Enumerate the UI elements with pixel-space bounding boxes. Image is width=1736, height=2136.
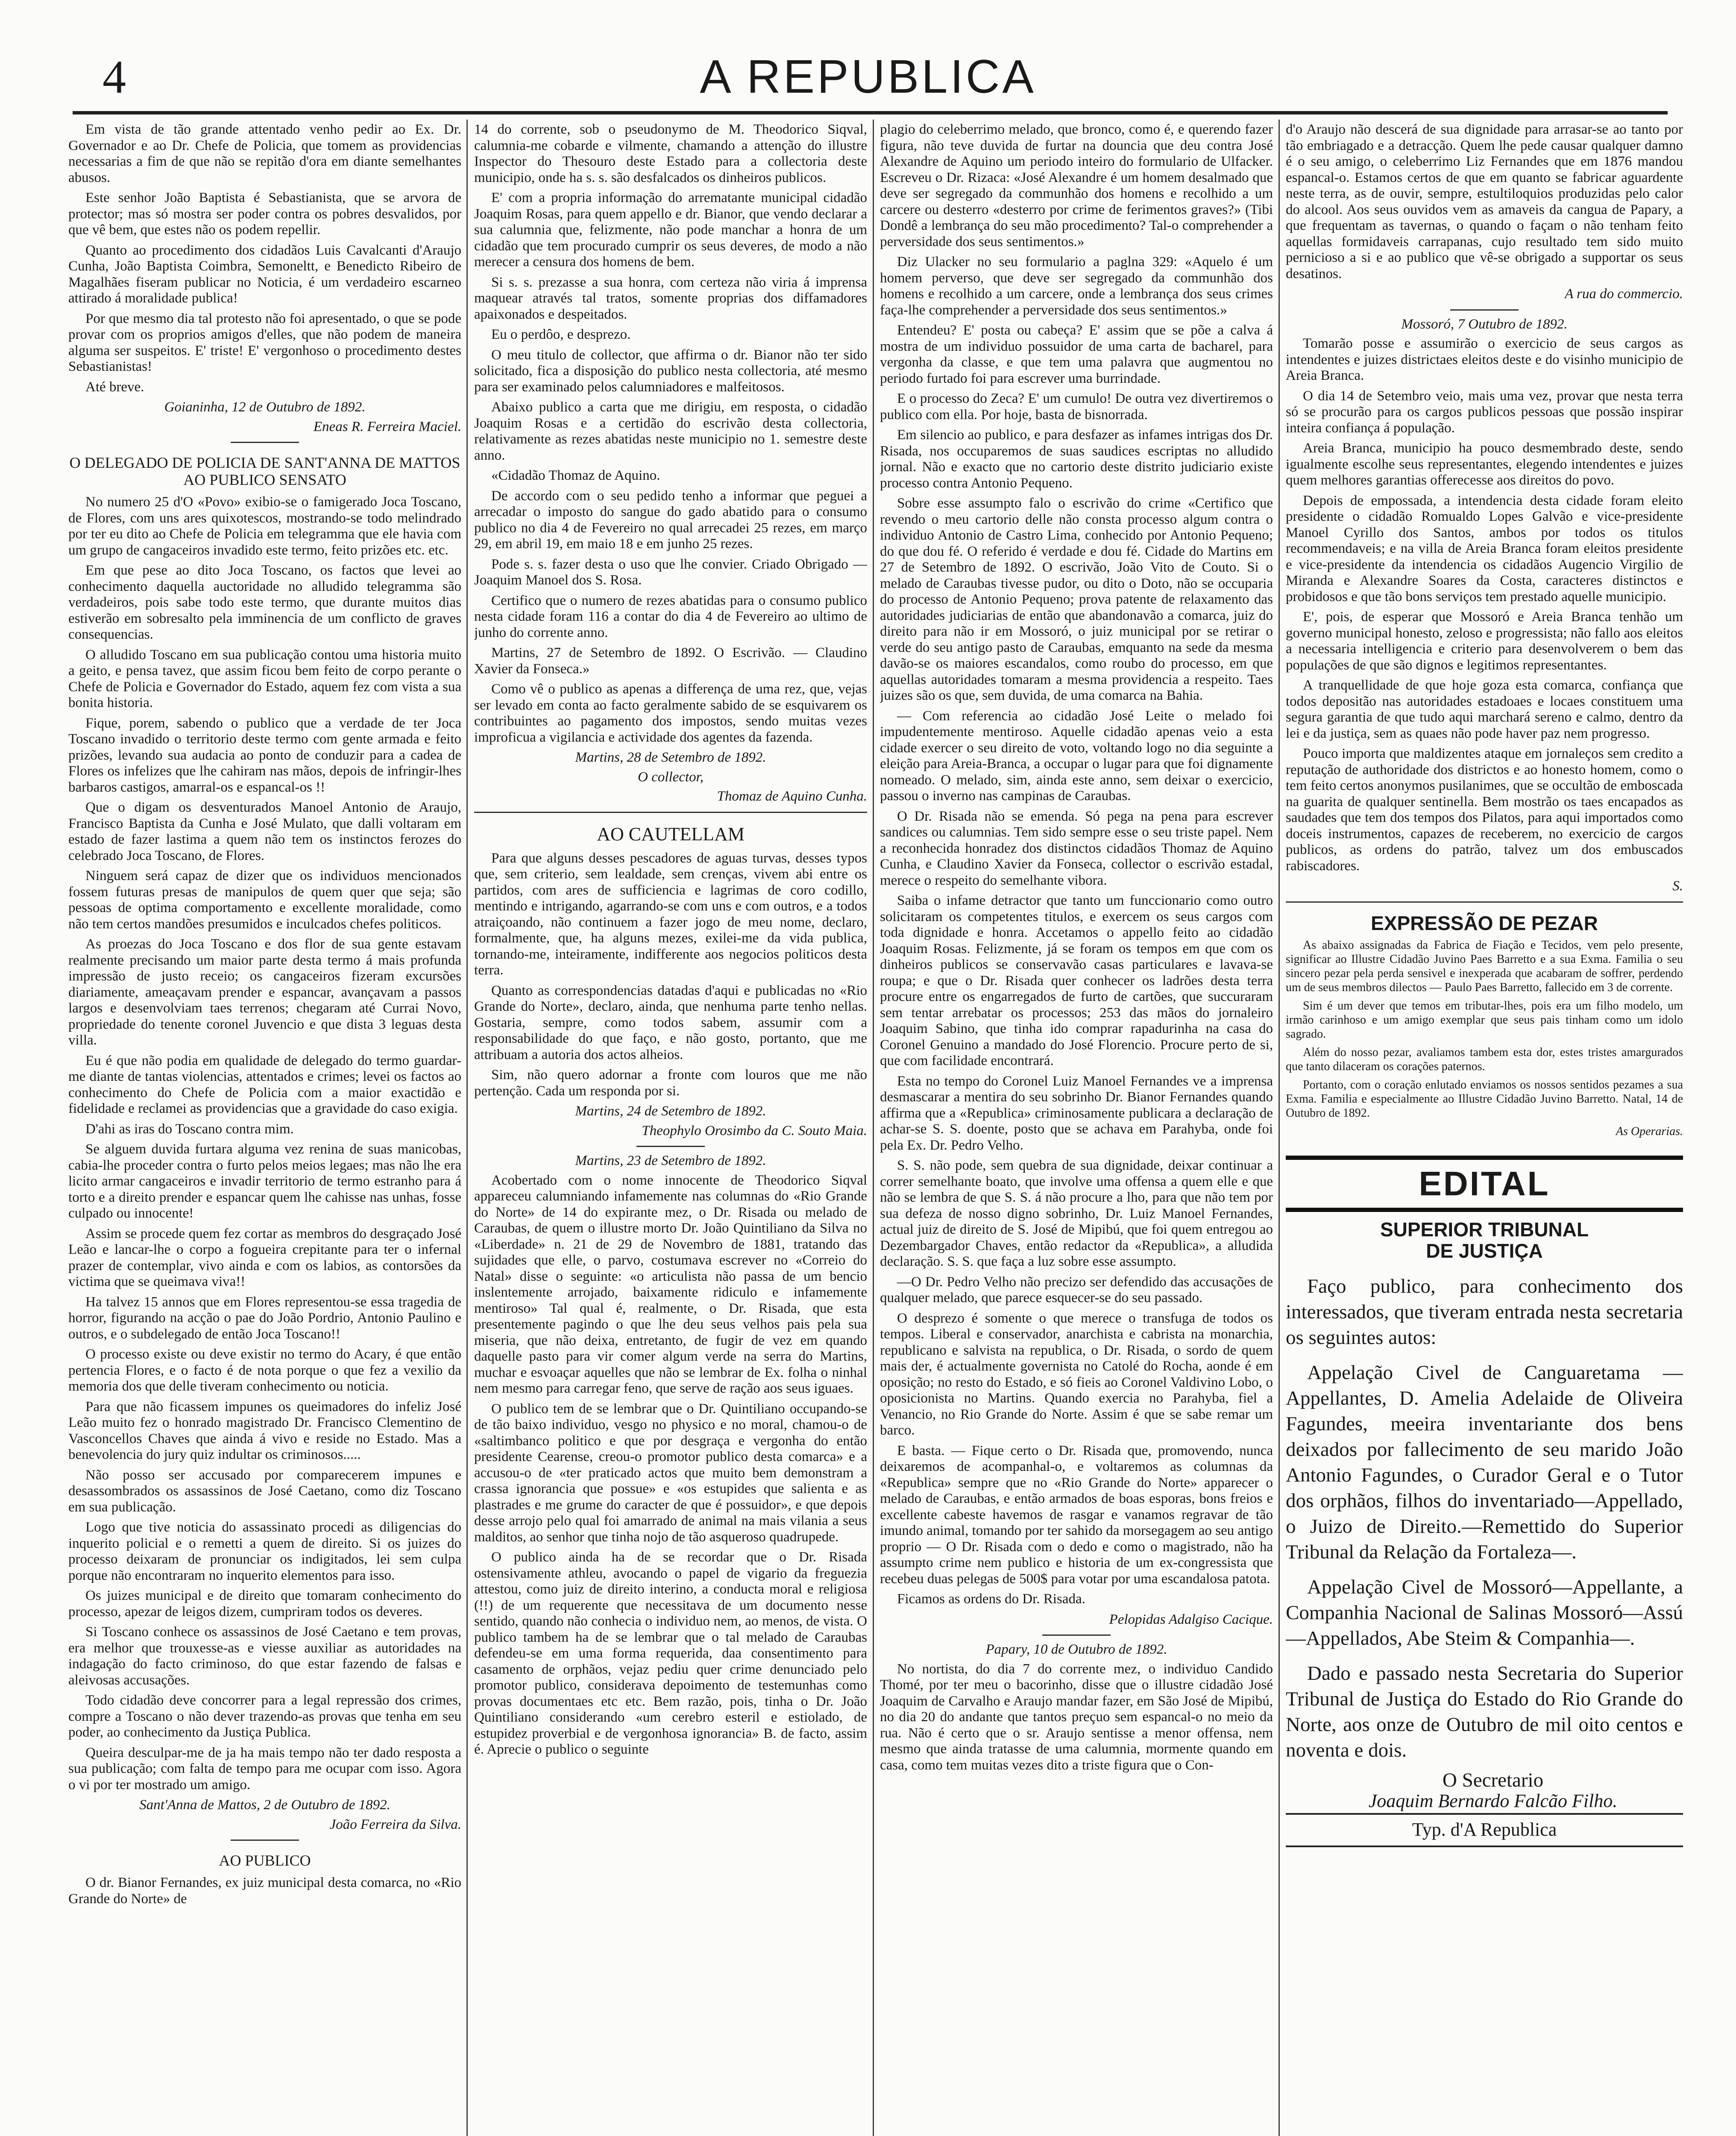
paragraph: O publico ainda ha de se recordar que o Dr. Risada ostensivamente athleu, avocando o papel de vigario da freguezia attestou, como juiz de direito interino, a conducta moral e religiosa (!!) de um requerente que necessitava de um documento nesse sentido, quando não conhecia o individuo nem, ao menos, de vista. O publico tambem ha de se lembrar que o tal melado de Caraubas defendeu-se em uma forma requerida, daa consentimento para casamento de orphãos, vejaz pediu quer crime denunciado pelo promotor publico, considerava depoimento de testemunhas como provas documentaes etc etc. Bem razão, pois, tinha o Dr. João Quintiliano considerando «um cerebro esteril e estiolado, de estupidez proverbial e de vergonhosa ignorancia» B. de facto, assim é. Aprecie o publico o seguinte (474, 1549, 867, 1757)
paragraph: Que o digam os desventurados Manoel Antonio de Araujo, Francisco Baptista da Cunha e José Mulato, que dalli voltaram em estado de fazer lastima a quem não tem os instinctos ferozes do celebrado Joca Toscano, de Flores. (68, 800, 461, 863)
paragraph: E' com a propria informação do arrematante municipal cidadão Joaquim Rosas, para quem appello e dr. Bianor, que vendo declarar a sua calumnia que, felizmente, não pode manchar a honra de um cidadão que tem procurado cumprir os seus deveres, de modo a não merecer a censura dos homens de bem. (474, 190, 867, 270)
article-heading: AO PUBLICO (219, 1852, 311, 1869)
notice-heading: EXPRESSÃO DE PEZAR (1371, 912, 1598, 934)
paragraph: E o processo do Zeca? E' um cumulo! De outra vez divertiremos o publico com ella. Por hoje, basta de bisnorrada. (880, 391, 1273, 423)
paragraph: Além do nosso pezar, avaliamos tambem esta dor, estes tristes amargurados que tanto dilaceram os corações paternos. (1286, 1046, 1683, 1073)
paragraph: A tranquellidade de que hoje goza esta comarca, confiança que todos depositão nas autoridades estadoaes e locaes constituem uma segura garantia de que tudo aqui marchará sereno e calmo, dentro da lei e da justiça, sem as quaes não pode haver paz nem progresso. (1286, 678, 1683, 741)
column-3 (880, 122, 1273, 2136)
paragraph: Tomarão posse e assumirão o exercicio de seus cargos as intendentes e juizes districtaes eleitos deste e do visinho municipio de Areia Branca. (1286, 336, 1683, 383)
paragraph: —O Dr. Pedro Velho não precizo ser defendido das accusações de qualquer melado, que parece esquecer-se do seu passado. (880, 1274, 1273, 1306)
paragraph: O processo existe ou deve existir no termo do Acary, é que então pertencia Flores, e o facto é de nota porque o que fez a vexilio da memoria dos que delle tiveram conhecimento ou noticia. (68, 1347, 461, 1394)
paragraph: Em vista de tão grande attentado venho pedir ao Ex. Dr. Governador e ao Dr. Chefe de Policia, que tomem as providencias necessarias a fim de que não se repitão d'ora em diante semelhantes abusos. (68, 122, 461, 185)
signature: Theophylo Orosimbo da C. Souto Maia. (642, 1123, 867, 1138)
paragraph: Em que pese ao dito Joca Toscano, os factos que levei ao conhecimento daquella auctoridade no alludido telegramma são verdadeiros, pois sabe todo este termo, que durante muitos dias estiverão em sobresalto pela imminencia de um conflicto de graves consequencias. (68, 563, 461, 642)
paragraph: Para que alguns desses pescadores de aguas turvas, desses typos que, sem criterio, sem lealdade, sem crenças, vivem abi entre os partidos, com ares de sufficiencia e lagrimas de coro codillo, mentindo e intrigando, agarrando-se com uns e com outros, e a todos atraiçoando, não continuem a fazer jogo de meu nome, declaro, formalmente, que, ha alguns mezes, exilei-me da vida publica, tornando-me, inteiramente, indifferente aos negocios politicos desta terra. (474, 850, 867, 978)
dateline: Mossoró, 7 Outubro de 1892. (1401, 316, 1568, 332)
paragraph: Pouco importa que maldizentes ataque em jornaleços sem credito a reputação de authoridade dos districtos e ao honesto homem, como o tem feito certos anonymos pusilanimes, que se occultão de emboscada na guarita de qualquer sentinella. Bem mostrão os taes encapados as saudades que tem dos tempos dos Pilatos, para aqui importados como doceis instrumentos, capazes de receberem, no exercicio de cargos publicos, as ordens do patrão, talvez um dos embuscados rabiscadores. (1286, 746, 1683, 874)
paragraph: Ninguem será capaz de dizer que os individuos mencionados fossem futuras presas de manipulos de quem quer que seja; são pessoas de optima comportamento e excellente moralidade, como não tem certos mandões presumidos e inculcados chefes politicos. (68, 868, 461, 932)
paragraph: E basta. — Fique certo o Dr. Risada que, promovendo, nunca deixaremos de acompanhal-o, e voltaremos as columnas da «Republica» sempre que no «Rio Grande do Norte» apparecer o melado de Caraubas, e então armados de boas esporas, bons freios e excellente cabeste havemos de rasgar e vanamos regravar de tão imundo animal, tomando por ter sahido da morsegagem ao seu antigo proprio — O Dr. Risada com o dedo e como o magistrado, não ha assumpto crime nem publico e historia de um ex-congressista que recebeu duas pelegas de 500$ para votar por uma escandalosa patota. (880, 1443, 1273, 1587)
paragraph: — Com referencia ao cidadão José Leite o melado foi impudentemente mentiroso. Aquelle cidadão apenas veio a esta cidade exercer o seu direito de voto, voltando logo no dia seguinte a eleição para Areia-Branca, a occupar o lugar para que foi dignamente nomeado. O melado, sim, ainda este anno, sem deixar o exercicio, passou o inverno nas campinas de Caraubas. (880, 708, 1273, 804)
paragraph: Por que mesmo dia tal protesto não foi apresentado, o que se pode provar com os proprios amigos d'elles, que não podem de maneira alguma ser suspeitos. E' triste! E' vergonhoso o procedimento destes Sebastianistas! (68, 311, 461, 374)
paragraph: As abaixo assignadas da Fabrica de Fiação e Tecidos, vem pelo presente, significar ao Illustre Cidadão Juvino Paes Barretto e a sua Exma. Familia o seu sincero pezar pela perda sensivel e inexperada que acabaram de soffrer, perdendo um de seus membros dilectos — Paulo Paes Barretto, fallecido em 3 de corrente. (1286, 939, 1683, 994)
paragraph: Areia Branca, municipio ha pouco desmembrado deste, sendo igualmente escolhe seus representantes, elegendo intendentes e juizes quem melhores garantias offerecesse aos direitos do povo. (1286, 440, 1683, 488)
paragraph: Pode s. s. fazer desta o uso que lhe convier. Criado Obrigado — Joaquim Manoel dos S. Rosa. (474, 556, 867, 588)
signature: Eneas R. Ferreira Maciel. (313, 419, 461, 434)
paragraph: Eu é que não podia em qualidade de delegado do termo guardar-me diante de tantas violencias, attentados e crimes; levei os factos ao conhecimento do Chefe de Policia com a maior exactidão e fidelidade e reclamei as providencias que a gravidade do caso exigia. (68, 1053, 461, 1116)
divider (1286, 1846, 1683, 1847)
paragraph: E', pois, de esperar que Mossoró e Areia Branca tenhão um governo municipal honesto, zeloso e progressista; não fallo aos eleitos a necessaria intelligencia e criterio para desenvolverem o bem das populações de que são dignos e legitimos representantes. (1286, 609, 1683, 673)
paragraph: Diz Ulacker no seu formulario a paglna 329: «Aquelo é um homem perverso, que deve ser segregado da communhão dos homens e recolhido a um carcere, onde a lembrança dos seus crimes faça-lhe comprehender a perversidade dos seus sentimentos.» (880, 254, 1273, 318)
paragraph: Quanto ao procedimento dos cidadãos Luis Cavalcanti d'Araujo Cunha, João Baptista Coimbra, Semoneltt, e Benedicto Ribeiro de Magalhães fiseram publicar no Noticia, é um verdadeiro escarneo attirado á moralidade publica! (68, 242, 461, 306)
column-1 (68, 122, 461, 2136)
divider (474, 812, 867, 813)
secretary-name: Joaquim Bernardo Falcão Filho. (1368, 1790, 1618, 1811)
paragraph: O dia 14 de Setembro veio, mais uma vez, provar que nesta terra só se procurão para os cargos publicos pessoas que possão inspirar inteira confiança á população. (1286, 388, 1683, 436)
paragraph: Os juizes municipal e de direito que tomaram conhecimento do processo, apezar de leigos dizem, cumpriram todos os deveres. (68, 1588, 461, 1620)
paragraph: Si s. s. prezasse a sua honra, com certeza não viria á imprensa maquear através tal tratos, somente proprias dos diffamadores apaixonados e despeitados. (474, 274, 867, 322)
paragraph: Sim é um dever que temos em tributar-lhes, pois era um filho modelo, um irmão carinhoso e um amigo exemplar que seus pais tinham como um idolo sagrado. (1286, 999, 1683, 1041)
signature-title: O collector, (638, 769, 704, 785)
paragraph: Appelação Civel de Mossoró—Appellante, a Companhia Nacional de Salinas Mossoró—Assú—Appellados, Abe Steim & Companhia—. (1286, 1576, 1683, 1649)
divider (1450, 309, 1519, 311)
dateline: Sant'Anna de Mattos, 2 de Outubro de 1892. (139, 1797, 390, 1813)
paragraph: 14 do corrente, sob o pseudonymo de M. Theodorico Siqval, calumnia-me cobarde e vilmente, chamando a attenção do illustre Inspector do Thesouro deste Estado para a collectoria deste municipio, onde ha s. s. são desfalcados os dinheiros publicos. (474, 122, 867, 185)
dateline: Martins, 28 de Setembro de 1892. (575, 750, 766, 765)
dateline: Papary, 10 de Outubro de 1892. (985, 1642, 1167, 1657)
paragraph: De accordo com o seu pedido tenho a informar que peguei a arrecadar o imposto do sangue do gado abatido para o consumo publico no dia 4 de Fevereiro no qual arrecadei 25 rezes, em março 29, em abril 19, em maio 18 e em junho 25 rezes. (474, 488, 867, 552)
paragraph: Dado e passado nesta Secretaria do Superior Tribunal de Justiça do Estado do Rio Grande do Norte, aos onze de Outubro de mil oito centos e noventa e dois. (1286, 1662, 1683, 1761)
paragraph: Para que não ficassem impunes os queimadores do infeliz José Leão muito fez o honrado magistrado Dr. Francisco Clementino de Vasconcellos Chaves que ainda á vivo e reside no Estado. Mas a benevolencia do jury quiz indultar os criminosos..... (68, 1399, 461, 1462)
paragraph: plagio do celeberrimo melado, que bronco, como é, e querendo fazer figura, não teve duvida de furtar na douncia que deu contra José Alexandre de Aquino um periodo inteiro do formulario de Ulfacker. Escreveu o Dr. Rizaca: «José Alexandre é um homem desalmado que deve ser segregado da communhão dos homens e recolhido a um carcere ou desterro «desterro por crime de ferimentos graves?» (Tibi Dondê a lembrança do seu mão procedimento? Tal-o comprehender a perversidade dos seus sentimentos.» (880, 122, 1273, 249)
paragraph: Saiba o infame detractor que tanto um funccionario como outro solicitaram os competentes titulos, e exercem os seus cargos com toda dignidade e honra. Accetamos o appello feito ao cidadão Joaquim Rosas. Felizmente, já se foram os tempos em que com os dinheiros publicos se conservavão casas particulares e lavava-se roupa; e que o Dr. Risada quer conhecer os ladrões desta terra procure entre os engarregados de furto de cartões, que succuraram sem tentar arrebatar os processos; 253 das mãos do jornaleiro Joaquim Sabino, que tinha ido comprar rapadurinha na casa do Coronel Genuino a mandado do José Florencio. Procure perto de si, que com facilidade encontrará. (880, 893, 1273, 1068)
paragraph: Ha talvez 15 annos que em Flores representou-se essa tragedia de horror, figurando na acção o pae do João Pordrio, Antonio Paulino e outros, e o subdelegado de então Joca Toscano!! (68, 1294, 461, 1342)
paragraph: Quanto as correspondencias datadas d'aqui e publicadas no «Rio Grande do Norte», declaro, ainda, que nenhuma parte tenho nellas. Gostaria, sempre, como todos sabem, assumir com a responsabilidade do que faço, e não gosto, portanto, que me attribuam a autoria dos actos alheios. (474, 983, 867, 1062)
paragraph: D'ahi as iras do Toscano contra mim. (85, 1121, 294, 1137)
paragraph: «Cidadão Thomaz de Aquino. (491, 468, 660, 483)
edital-subtitle-line: SUPERIOR TRIBUNAL (1380, 1218, 1589, 1241)
column-4 (1286, 122, 1683, 2136)
paragraph: Assim se procede quem fez cortar as membros do desgraçado José Leão e lancar-lhe o corpo a fogueira crepitante para ter o infernal prazer de contemplar, vivo ainda e com os labios, as contorsões da victima que se queimava viva!! (68, 1226, 461, 1289)
newspaper-title: A REPUBLICA (700, 50, 1036, 103)
paragraph: Faço publico, para conhecimento dos interessados, que tiveram entrada nesta secretaria os seguintes autos: (1286, 1275, 1683, 1349)
paragraph: O publico tem de se lembrar que o Dr. Quintiliano occupando-se de tão baixo individuo, vesgo no physico e no moral, chamou-o de «saltimbanco politico e que por desgraça e vergonha do então presidente Cearense, creou-o promotor publico desta comarca» e a accusou-o de «ter praticado actos que muito bem demonstram a crassa ignorancia que possue» e «os estupides que salienta e as plastrades e me grume do caracter de que é possuidor», e que depois desse arrojo pelo qual foi amarrado de animal na mais vilania a seus malditos, ao senhor que tinha nojo de tão asqueroso quadrupede. (474, 1401, 867, 1545)
column-divider (873, 120, 874, 2136)
paragraph: Este senhor João Baptista é Sebastianista, que se arvora de protector; mas só mostra ser poder contra os pobres desvalidos, por que vê bem, que estes não os podem repellir. (68, 190, 461, 238)
paragraph: Até breve. (85, 379, 144, 395)
paragraph: Logo que tive noticia do assassinato procedi as diligencias do inquerito policial e o remetti a quem de direito. Si os juizes do processo deixaram de pronunciar os indigitados, lei sem culpa porque não encontraram no inquerito elementos para isso. (68, 1520, 461, 1583)
paragraph: As proezas do Joca Toscano e dos flor de sua gente estavam realmente precisando um maior parte desta termo á mais profunda impressão de justo receio; os cangaceiros fizeram excursões diariamente, ameaçavam prender e espancar, avançavam a passos largos e desenvolviam taes terrenos; chegaram até Currai Novo, propriedade do tenente coronel Juvencio e que dista 3 leguas desta villa. (68, 936, 461, 1048)
printer-imprint: Typ. d'A Republica (1286, 1813, 1683, 1838)
paragraph: Ficamos as ordens do Dr. Risada. (897, 1591, 1085, 1607)
paragraph: Abaixo publico a carta que me dirigiu, em resposta, o cidadão Joaquim Rosas e a certidão do escrivão desta collectoria, relativamente as rezes abatidas neste municipio no 1. semestre deste anno. (474, 399, 867, 463)
divider (636, 1146, 705, 1147)
divider (1042, 1634, 1111, 1636)
paragraph: Portanto, com o coração enlutado enviamos os nossos sentidos pezames a sua Exma. Familia e especialmente ao Illustre Cidadão Juvino Barretto. Natal, 14 de Outubro de 1892. (1286, 1078, 1683, 1120)
paragraph: Como vê o publico as apenas a differença de uma rez, que, vejas ser levado em conta ao facto geralmente sabido de se esquivarem os contribuintes ao pagamento dos impostos, sendo muitas vezes improficua a vigilancia e actividade dos agentes da fazenda. (474, 681, 867, 745)
edital-heading: EDITAL (1286, 1156, 1683, 1212)
paragraph: Acobertado com o nome innocente de Theodorico Siqval appareceu calumniando infamemente nas columnas do «Rio Grande do Norte» de 14 do expirante mez, o Dr. Risada ou melado de Caraubas, de quem o illustre morto Dr. João Quintiliano da Silva no «Liberdade» n. 21 de 29 de Novembro de 1881, tratando das sujidades que elle, o parvo, costumava escrever no «Correio do Natal» disse o seguinte: «o articulista não passa de um bencio inslentemente arrojado, baixamente ridiculo e infamemente mentiroso» Tal qual é, realmente, o Dr. Risada, que esta presentemente pagindo o que lhe deu seus velhos pais pela sua miseria, que não deixa, entretanto, de fugir de vez em quando daquelle pasto para vir comer algum verde na serra do Martins, muchar e esvoaçar aquelles que não se lembrar de Ex. folha o ninhal nem mesmo para carregar feno, que serve de ração aos seus iguaes. (474, 1172, 867, 1396)
paragraph: O meu titulo de collector, que affirma o dr. Bianor não ter sido solicitado, fica a disposição do publico nesta collectoria, até mesmo para ser examinado pelos calumniadores e malfeitosos. (474, 347, 867, 395)
edital-body (1286, 1273, 1683, 1763)
signature: As Operarias. (1616, 1125, 1683, 1138)
paragraph: Se alguem duvida furtara alguma vez renina de suas manicobas, cabia-lhe proceder contra o furto pelos meios legaes; mas não lhe era licito armar cangaceiros e invadir territorio de termo estranho para á torto e a direito prender e espancar quem lhe cahisse nas unhas, fosse culpado ou innocente! (68, 1141, 461, 1221)
paragraph: Em silencio ao publico, e para desfazer as infames intrigas dos Dr. Risada, nos occuparemos de suas saudices escriptas no alludido jornal. Não e exacto que no cartorio deste distrito judiciario existe processo contra Antonio Pequeno. (880, 427, 1273, 491)
column-divider (466, 120, 468, 2136)
page-number: 4 (103, 51, 126, 103)
paragraph: O dr. Bianor Fernandes, ex juiz municipal desta comarca, no «Rio Grande do Norte» de (68, 1875, 461, 1907)
paragraph: Esta no tempo do Coronel Luiz Manoel Fernandes ve a imprensa desmascarar a mentira do seu sobrinho Dr. Bianor Fernandes quando affirma que a «Republica» criminosamente publicara a declaração de achar-se S. S. doente, posto que se achava em Parahyba, onde foi pela Ex. Dr. Pedro Velho. (880, 1073, 1273, 1153)
paragraph: Entendeu? E' posta ou cabeça? E' assim que se põe a calva á mostra de um individuo possuidor de uma carta de bacharel, para vergonha da classe, e que tem uma palavra que augmentou no periodo furtado foi para escrever uma burrindade. (880, 323, 1273, 386)
column-divider (1279, 120, 1280, 2136)
divider (231, 1840, 299, 1841)
paragraph: Si Toscano conhece os assassinos de José Caetano e tem provas, era melhor que trouxesse-as e viesse auxiliar as autoridades na indagação do facto criminoso, do que estar fazendo de falsas e aleivosas accusações. (68, 1624, 461, 1688)
paragraph: Todo cidadão deve concorrer para a legal repressão dos crimes, compre a Toscano o não dever trazendo-as provas que tenha em seu poder, ao conhecimento da Justiça Publica. (68, 1693, 461, 1740)
masthead-rule (73, 111, 1668, 114)
secretary-title: O Secretario (1442, 1769, 1544, 1791)
paragraph: Sobre esse assumpto falo o escrivão do crime «Certifico que revendo o meu cartorio delle não consta processo algum contra o individuo Antonio de Castro Lima, conhecido por Antonio Pequeno; do que dou fé. O referido é verdade e dou fé. Cidade do Martins em 27 de Setembro de 1892. O escrivão, João Vito de Couto. Si o melado de Caraubas tivesse pudor, ou dito o Doto, não se occuparia do processo de Antonio Pequeno; prova patente de relaxamento das autoridades judiciarias de então que abandonavão a comarca, juiz do direito para não ir em Mossoró, o juiz municipal por se retirar o verde do seu antigo pasto de Caraubas, emquanto na sede da mesma davão-se os maiores escandalos, como roubo do processo, em que aquellas autoridades tomaram a mesma providencia a respeito. Taes juizes são os que, sem duvida, de uma comarca na Bahia. (880, 496, 1273, 703)
paragraph: Certifico que o numero de rezes abatidas para o consumo publico nesta cidade foram 116 a contar do dia 4 de Fevereiro ao ultimo de junho do corrente anno. (474, 593, 867, 640)
paragraph: d'o Araujo não descerá de sua dignidade para arrasar-se ao tanto por tão embriagado e a detracção. Quem lhe pede causar qualquer damno é o seu amigo, o celeberrimo Liz Fernandes que em 1876 mandou espancal-o. Estamos certos de que em quanto se fabricar aguardente neste terra, as de ouvir, sempre, estultiloquios produzidas pelo calor do alcool. Aos seus ouvidos vem as amaveis da cangua de Papary, a que frequentam as tavernas, o quando o façam o não tenham feito aquellas formidaveis carrapanas, cujo resultado tem sido muito pernicioso a si e ao publico que vê-se obrigado a supportar os seus desatinos. (1286, 122, 1683, 282)
divider (1286, 901, 1683, 903)
masthead (64, 51, 1672, 103)
paragraph: O alludido Toscano em sua publicação contou uma historia muito a geito, e pensa tavez, que assim ficou bem feito de corpo perante o Chefe de Policia e Governador do Estado, aquem fez com vista a sua bonita historia. (68, 647, 461, 710)
signature: S. (1672, 878, 1683, 894)
paragraph: Queira desculpar-me de ja ha mais tempo não ter dado resposta a sua publicação; com falta de tempo para me ocupar com isso. Agora o vi por ter mostrado um amigo. (68, 1745, 461, 1793)
paragraph: Appelação Civel de Canguaretama —Appellantes, D. Amelia Adelaide de Oliveira Fagundes, meeira inventariante dos bens deixados por fallecimento de seu marido João Antonio Fagundes, o Curador Geral e o Tutor dos orphãos, filhos do inventariado—Appellado, o Juizo de Direito.—Remettido do Superior Tribunal da Relação da Fortaleza—. (1286, 1361, 1683, 1563)
signature: A rua do commercio. (1565, 286, 1683, 302)
article-heading: AO CAUTELLAM (597, 823, 745, 845)
edital-subtitle-line: DE JUSTIÇA (1426, 1240, 1543, 1262)
dateline: Goianinha, 12 de Outubro de 1892. (164, 399, 366, 415)
article-heading: O DELEGADO DE POLICIA DE SANT'ANNA DE MATTOS AO PUBLICO SENSATO (69, 454, 460, 488)
paragraph: Não posso ser accusado por comparecerem impunes e desassombrados os assassinos de José Caetano, como diz Toscano em sua publicação. (68, 1467, 461, 1515)
dateline: Martins, 23 de Setembro de 1892. (575, 1153, 766, 1168)
paragraph: O desprezo é somente o que merece o transfuga de todos os tempos. Liberal e conservador, anarchista e cabrista na monarchia, republicano e salvista na republica, o Dr. Risada, o sordo de quem mais der, é actualmente governista no Catolé do Rocha, aonde é em oposição; no resto do Estado, e só fieis ao Coronel Valdivino Lobo, o oposicionista no Martins. Quando exercia no Parahyba, fiel a Venancio, no Rio Grande do Norte. Assim é que se sabe remar um barco. (880, 1310, 1273, 1438)
paragraph: No nortista, do dia 7 do corrente mez, o individuo Candido Thomé, por ter meu o bacorinho, disse que o illustre cidadão José Joaquim de Carvalho e Araujo mandar fazer, em São José de Mipibú, no dia 20 do andante que tantos preçuo sem espancal-o no meio da rua. Não é certo que o sr. Araujo sentisse a menor offensa, nem mesmo que ainda tratasse de uma calumnia, mormente quando em casa, como tem muitas vezes dito a triste figura que o Con- (880, 1661, 1273, 1773)
paragraph: O Dr. Risada não se emenda. Só pega na pena para escrever sandices ou calumnias. Tem sido sempre esse o seu triste papel. Nem a reconhecida honradez dos distinctos cidadãos Thomaz de Aquino Cunha, e Claudino Xavier da Fonseca, collector o escrivão estadal, merece o respeito do semelhante vibora. (880, 808, 1273, 888)
signature: Thomaz de Aquino Cunha. (717, 789, 867, 804)
paragraph: Sim, não quero adornar a fronte com louros que me não pertenção. Cada um responda por si. (474, 1067, 867, 1099)
paragraph: Eu o perdôo, e desprezo. (491, 327, 631, 342)
paragraph: S. S. não pode, sem quebra de sua dignidade, deixar continuar a correr semelhante boato, que involve uma offensa a quem elle e que não se lembra de que S. S. á não procure a lho, para que não tem por sua defeza de nosso digno sobrinho, Dr. Luiz Manoel Fernandes, actual juiz de direito de S. José de Mipibú, que foi quem entregou ao Dezembargador Chaves, então redactor da «Republica», a alludida declaração. S. S. que faça a luz sobre esse assumpto. (880, 1158, 1273, 1269)
edital-subtitle (1286, 1219, 1683, 1262)
signature: Pelopidas Adalgiso Cacique. (1109, 1611, 1273, 1627)
paragraph: Martins, 27 de Setembro de 1892. O Escrivão. — Claudino Xavier da Fonseca.» (474, 645, 867, 677)
column-2 (474, 122, 867, 2136)
paragraph: Fique, porem, sabendo o publico que a verdade de ter Joca Toscano invadido o territorio deste termo com gente armada e feito prizões, levando sua audacia ao ponto de conduzir para a cadea de Flores os infelizes que lhe cahiram nas mãos, depois de infringir-lhes barbaros castigos, amarral-os e espancal-os !! (68, 715, 461, 795)
paragraph: No numero 25 d'O «Povo» exibio-se o famigerado Joca Toscano, de Flores, com uns ares quixotescos, mostrando-se todo melindrado por ter eu dito ao Chefe de Policia em telegramma que ele havia com um grupo de cangaceiros invadido este termo, feito prizões etc. etc. (68, 494, 461, 558)
signature: João Ferreira da Silva. (329, 1816, 461, 1832)
paragraph: Depois de empossada, a intendencia desta cidade foram eleito presidente o cidadão Romualdo Lopes Galvão e vice-presidente Manoel Cyrillo dos Santos, ambos por todos os titulos recommendaveis; e na villa de Areia Branca foram eleitos presidente e vice-presidente da intendencia os cidadãos Augencio Virgilio de Miranda e Alexandre Soares da Costa, caracteres distinctos e probidosos e que tão bons serviços tem prestado aquelle municipio. (1286, 493, 1683, 604)
dateline: Martins, 24 de Setembro de 1892. (575, 1103, 766, 1119)
divider (231, 442, 299, 443)
